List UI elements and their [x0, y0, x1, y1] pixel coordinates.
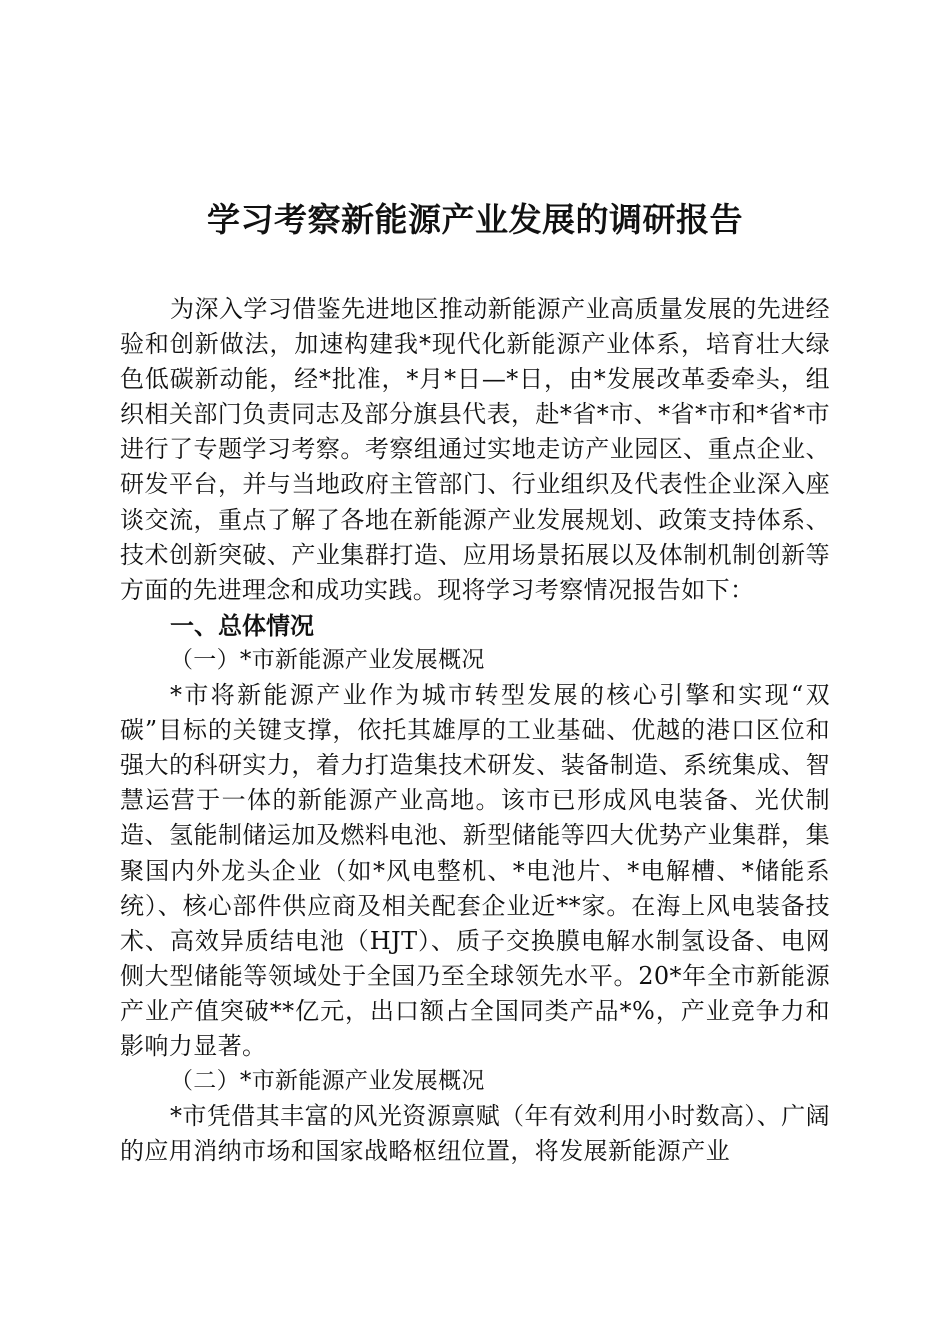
subsection-2-paragraph: *市凭借其丰富的风光资源禀赋（年有效利用小时数高）、广阔的应用消纳市场和国家战略枢纽位置，将发展新能源产业 [120, 1102, 830, 1166]
document-body [120, 292, 830, 1169]
intro-paragraph: 为深入学习借鉴先进地区推动新能源产业高质量发展的先进经验和创新做法，加速构建我*现代化新能源产业体系，培育壮大绿色低碳新动能，经*批准，*月*日—*日，由*发展改革委牵头，组织相关部门负责同志及部分旗县代表，赴*省*市、*省*市和*省*市进行了专题学习考察。考察组通过实地走访产业园区、重点企业、研发平台，并与当地政府主管部门、行业组织及代表性企业深入座谈交流，重点了解了各地在新能源产业发展规划、政策支持体系、技术创新突破、产业集群打造、应用场景拓展以及体制机制创新等方面的先进理念和成功实践。现将学习考察情况报告如下： [120, 295, 830, 604]
subsection-heading-1: （一）*市新能源产业发展概况 [170, 646, 485, 673]
subsection-heading-2: （二）*市新能源产业发展概况 [170, 1068, 485, 1095]
document-title: 学习考察新能源产业发展的调研报告 [207, 200, 743, 239]
section-heading-overview: 一、总体情况 [170, 610, 314, 640]
subsection-1-paragraph: *市将新能源产业作为城市转型发展的核心引擎和实现“双碳”目标的关键支撑，依托其雄厚的工业基础、优越的港口区位和强大的科研实力，着力打造集技术研发、装备制造、系统集成、智慧运营于一体的新能源产业高地。该市已形成风电装备、光伏制造、氢能制储运加及燃料电池、新型储能等四大优势产业集群，集聚国内外龙头企业（如*风电整机、*电池片、*电解槽、*储能系统）、核心部件供应商及相关配套企业近**家。在海上风电装备技术、高效异质结电池（HJT）、质子交换膜电解水制氢设备、电网侧大型储能等领域处于全国乃至全球领先水平。20*年全市新能源产业产值突破**亿元，出口额占全国同类产品*%，产业竞争力和影响力显著。 [120, 681, 830, 1060]
